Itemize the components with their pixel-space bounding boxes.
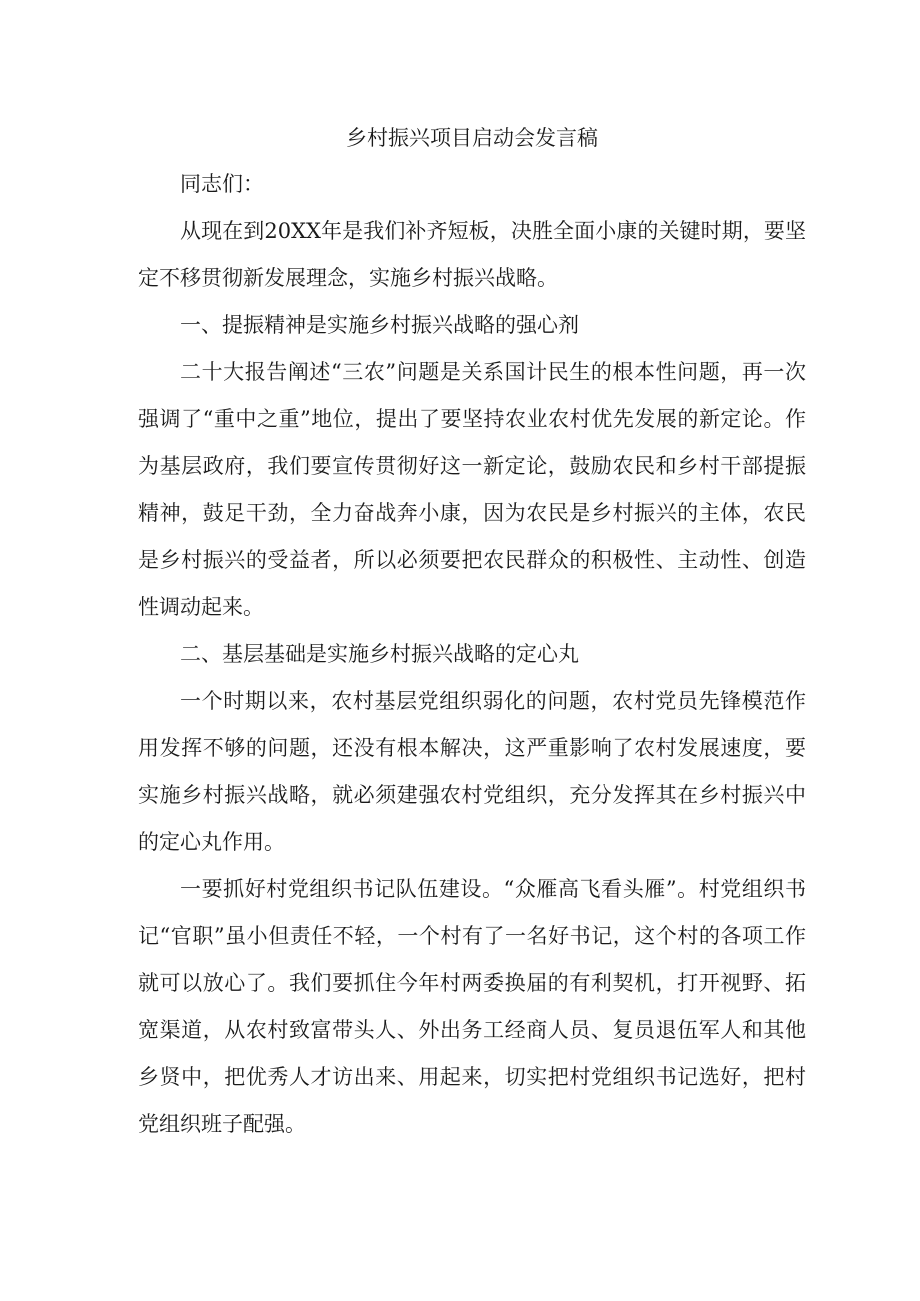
paragraph-secretary-team: 一要抓好村党组织书记队伍建设。“众雁高飞看头雁”。村党组织书记“官职”虽小但责任不轻，一个村有了一名好书记，这个村的各项工作就可以放心了。我们要抓住今年村两委换届的有利契机，打开视野、拓宽渠道，从农村致富带头人、外出务工经商人员、复员退伍军人和其他乡贤中，把优秀人才访出来、用起来，切实把村党组织书记选好，把村党组织班子配强。: [138, 877, 806, 1136]
salutation: 同志们：: [180, 172, 264, 196]
paragraph-section-2: 一个时期以来，农村基层党组织弱化的问题，农村党员先锋模范作用发挥不够的问题，还没有根本解决，这严重影响了农村发展速度，要实施乡村振兴战略，就必须建强农村党组织，充分发挥其在乡村振兴中的定心丸作用。: [138, 689, 806, 854]
section-heading-1: 一、提振精神是实施乡村振兴战略的强心剂: [180, 313, 579, 337]
section-heading-2: 二、基层基础是实施乡村振兴战略的定心丸: [180, 642, 579, 666]
document-body: [138, 115, 806, 1148]
document-title: 乡村振兴项目启动会发言稿: [346, 126, 598, 150]
paragraph-intro: 从现在到20XX年是我们补齐短板，决胜全面小康的关键时期，要坚定不移贯彻新发展理念，实施乡村振兴战略。: [138, 219, 806, 290]
paragraph-section-1: 二十大报告阐述“三农”问题是关系国计民生的根本性问题，再一次强调了“重中之重”地位，提出了要坚持农业农村优先发展的新定论。作为基层政府，我们要宣传贯彻好这一新定论，鼓励农民和乡村干部提振精神，鼓足干劲，全力奋战奔小康，因为农民是乡村振兴的主体，农民是乡村振兴的受益者，所以必须要把农民群众的积极性、主动性、创造性调动起来。: [138, 360, 806, 619]
